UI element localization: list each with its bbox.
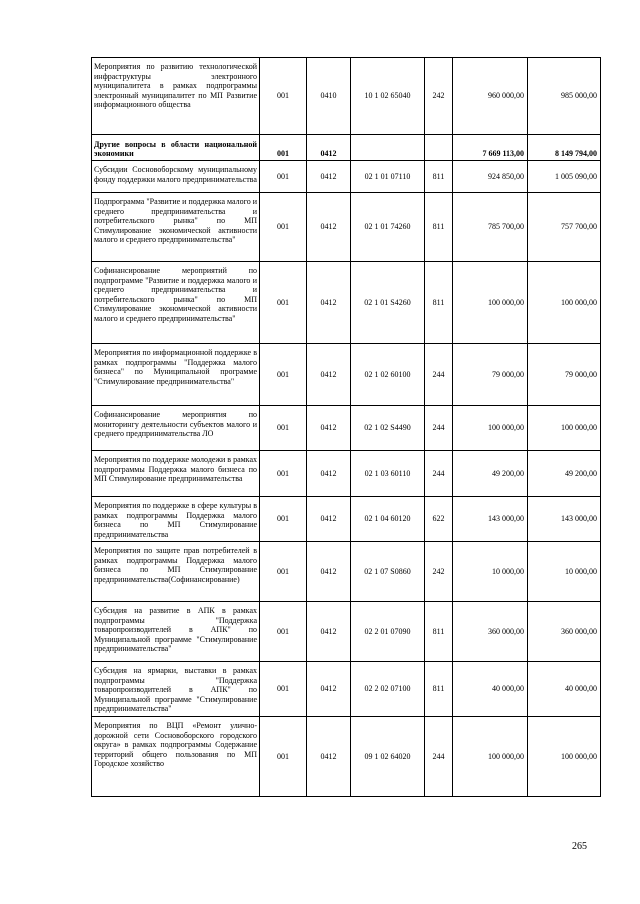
row-section-code: 0412 bbox=[307, 717, 351, 797]
page-number: 265 bbox=[572, 841, 587, 852]
row-expense-type: 811 bbox=[425, 662, 453, 717]
row-sum-year-2: 100 000,00 bbox=[528, 262, 601, 344]
row-grbs-code: 001 bbox=[260, 262, 307, 344]
row-target-article: 09 1 02 64020 bbox=[351, 717, 425, 797]
row-target-article: 10 1 02 65040 bbox=[351, 58, 425, 135]
row-expense-type: 622 bbox=[425, 497, 453, 542]
table-row bbox=[92, 497, 601, 542]
row-expense-type: 811 bbox=[425, 262, 453, 344]
row-section-code: 0412 bbox=[307, 602, 351, 662]
table-row bbox=[92, 717, 601, 797]
table-row bbox=[92, 542, 601, 602]
row-name: Мероприятия по поддержке в сфере культуры в рамках подпрограммы Поддержка малого бизнеса по МП Стимулирование предпринимательства bbox=[92, 497, 260, 542]
row-grbs-code: 001 bbox=[260, 161, 307, 193]
row-target-article: 02 1 01 S4260 bbox=[351, 262, 425, 344]
table-row bbox=[92, 451, 601, 497]
table-row bbox=[92, 58, 601, 135]
row-sum-year-1: 100 000,00 bbox=[453, 406, 528, 451]
row-grbs-code: 001 bbox=[260, 497, 307, 542]
row-grbs-code: 001 bbox=[260, 662, 307, 717]
row-sum-year-1: 49 200,00 bbox=[453, 451, 528, 497]
row-grbs-code: 001 bbox=[260, 717, 307, 797]
row-name: Субсидия на развитие в АПК в рамках подпрограммы "Поддержка товаропроизводителей в АПК" по Муниципальной программе "Стимулирование предпринимательства" bbox=[92, 602, 260, 662]
table-row bbox=[92, 344, 601, 406]
table-row bbox=[92, 406, 601, 451]
row-name: Софинансирование мероприятий по подпрограмме "Развитие и поддержка малого и среднего предпринимательства и потребительского рынка" по МП Стимулирование экономической активности малого и среднего предпринимательства" bbox=[92, 262, 260, 344]
row-target-article: 02 1 01 07110 bbox=[351, 161, 425, 193]
row-expense-type: 811 bbox=[425, 602, 453, 662]
row-name: Мероприятия по ВЦП «Ремонт улично-дорожной сети Сосновоборского городского округа» в рамках подпрограммы Содержание территорий общего пользования по МП Городское хозяйство bbox=[92, 717, 260, 797]
row-name: Мероприятия по развитию технологической инфраструктуры электронного муниципалитета в рамках подпрограммы электронный муниципалитет по МП Развитие информационного общества bbox=[92, 58, 260, 135]
row-sum-year-2: 1 005 090,00 bbox=[528, 161, 601, 193]
row-grbs-code: 001 bbox=[260, 344, 307, 406]
row-name: Мероприятия по защите прав потребителей в рамках подпрограммы Поддержка малого бизнеса по МП Стимулирование предпринимательства(Софинансирование) bbox=[92, 542, 260, 602]
row-sum-year-2: 8 149 794,00 bbox=[528, 135, 601, 161]
row-name: Мероприятия по поддержке молодежи в рамках подпрограммы Поддержка малого бизнеса по МП Стимулирование предпринимательства bbox=[92, 451, 260, 497]
row-expense-type: 244 bbox=[425, 717, 453, 797]
row-sum-year-1: 143 000,00 bbox=[453, 497, 528, 542]
row-target-article: 02 1 03 60110 bbox=[351, 451, 425, 497]
row-sum-year-2: 360 000,00 bbox=[528, 602, 601, 662]
row-sum-year-2: 100 000,00 bbox=[528, 717, 601, 797]
row-expense-type: 811 bbox=[425, 161, 453, 193]
row-grbs-code: 001 bbox=[260, 406, 307, 451]
row-name: Подпрограмма "Развитие и поддержка малого и среднего предпринимательства и потребительского рынка" по МП Стимулирование экономической активности малого и среднего предпринимательства" bbox=[92, 193, 260, 262]
budget-table-sheet bbox=[91, 57, 600, 797]
budget-table bbox=[91, 57, 601, 797]
row-grbs-code: 001 bbox=[260, 602, 307, 662]
row-section-code: 0412 bbox=[307, 262, 351, 344]
row-name: Другие вопросы в области национальной экономики bbox=[92, 135, 260, 161]
row-sum-year-2: 985 000,00 bbox=[528, 58, 601, 135]
row-section-code: 0412 bbox=[307, 406, 351, 451]
row-grbs-code: 001 bbox=[260, 58, 307, 135]
row-name: Субсидия на ярмарки, выставки в рамках подпрограммы "Поддержка товаропроизводителей в АПК" по Муниципальной программе "Стимулирование предпринимательства" bbox=[92, 662, 260, 717]
row-sum-year-2: 10 000,00 bbox=[528, 542, 601, 602]
row-sum-year-2: 79 000,00 bbox=[528, 344, 601, 406]
row-section-code: 0412 bbox=[307, 497, 351, 542]
row-sum-year-1: 100 000,00 bbox=[453, 262, 528, 344]
row-section-code: 0410 bbox=[307, 58, 351, 135]
row-grbs-code: 001 bbox=[260, 135, 307, 161]
row-expense-type: 244 bbox=[425, 344, 453, 406]
row-section-code: 0412 bbox=[307, 193, 351, 262]
row-sum-year-2: 49 200,00 bbox=[528, 451, 601, 497]
row-target-article: 02 2 01 07090 bbox=[351, 602, 425, 662]
row-target-article: 02 1 04 60120 bbox=[351, 497, 425, 542]
row-section-code: 0412 bbox=[307, 161, 351, 193]
row-sum-year-2: 40 000,00 bbox=[528, 662, 601, 717]
row-target-article: 02 1 02 60100 bbox=[351, 344, 425, 406]
table-row bbox=[92, 262, 601, 344]
row-name: Софинансирование мероприятия по мониторингу деятельности субъектов малого и среднего предпринимательства ЛО bbox=[92, 406, 260, 451]
row-sum-year-2: 143 000,00 bbox=[528, 497, 601, 542]
row-target-article: 02 1 01 74260 bbox=[351, 193, 425, 262]
row-target-article: 02 1 02 S4490 bbox=[351, 406, 425, 451]
row-sum-year-1: 924 850,00 bbox=[453, 161, 528, 193]
row-section-code: 0412 bbox=[307, 344, 351, 406]
table-row bbox=[92, 193, 601, 262]
table-row bbox=[92, 161, 601, 193]
row-expense-type bbox=[425, 135, 453, 161]
row-grbs-code: 001 bbox=[260, 542, 307, 602]
row-expense-type: 244 bbox=[425, 451, 453, 497]
row-target-article: 02 2 02 07100 bbox=[351, 662, 425, 717]
row-sum-year-1: 360 000,00 bbox=[453, 602, 528, 662]
row-target-article bbox=[351, 135, 425, 161]
row-sum-year-2: 757 700,00 bbox=[528, 193, 601, 262]
table-row bbox=[92, 662, 601, 717]
row-grbs-code: 001 bbox=[260, 451, 307, 497]
row-section-code: 0412 bbox=[307, 542, 351, 602]
row-expense-type: 811 bbox=[425, 193, 453, 262]
table-row bbox=[92, 602, 601, 662]
row-expense-type: 242 bbox=[425, 542, 453, 602]
row-name: Субсидии Сосновоборскому муниципальному фонду поддержки малого предпринимательства bbox=[92, 161, 260, 193]
row-sum-year-1: 40 000,00 bbox=[453, 662, 528, 717]
row-sum-year-1: 785 700,00 bbox=[453, 193, 528, 262]
row-sum-year-2: 100 000,00 bbox=[528, 406, 601, 451]
row-expense-type: 244 bbox=[425, 406, 453, 451]
row-sum-year-1: 79 000,00 bbox=[453, 344, 528, 406]
table-row bbox=[92, 135, 601, 161]
row-sum-year-1: 7 669 113,00 bbox=[453, 135, 528, 161]
row-section-code: 0412 bbox=[307, 451, 351, 497]
row-sum-year-1: 10 000,00 bbox=[453, 542, 528, 602]
row-grbs-code: 001 bbox=[260, 193, 307, 262]
row-target-article: 02 1 07 S0860 bbox=[351, 542, 425, 602]
row-sum-year-1: 100 000,00 bbox=[453, 717, 528, 797]
row-section-code: 0412 bbox=[307, 662, 351, 717]
row-section-code: 0412 bbox=[307, 135, 351, 161]
row-expense-type: 242 bbox=[425, 58, 453, 135]
row-sum-year-1: 960 000,00 bbox=[453, 58, 528, 135]
row-name: Мероприятия по информационной поддержке в рамках подпрограммы "Поддержка малого бизнеса" по Муниципальной программе "Стимулирование предпринимательства" bbox=[92, 344, 260, 406]
